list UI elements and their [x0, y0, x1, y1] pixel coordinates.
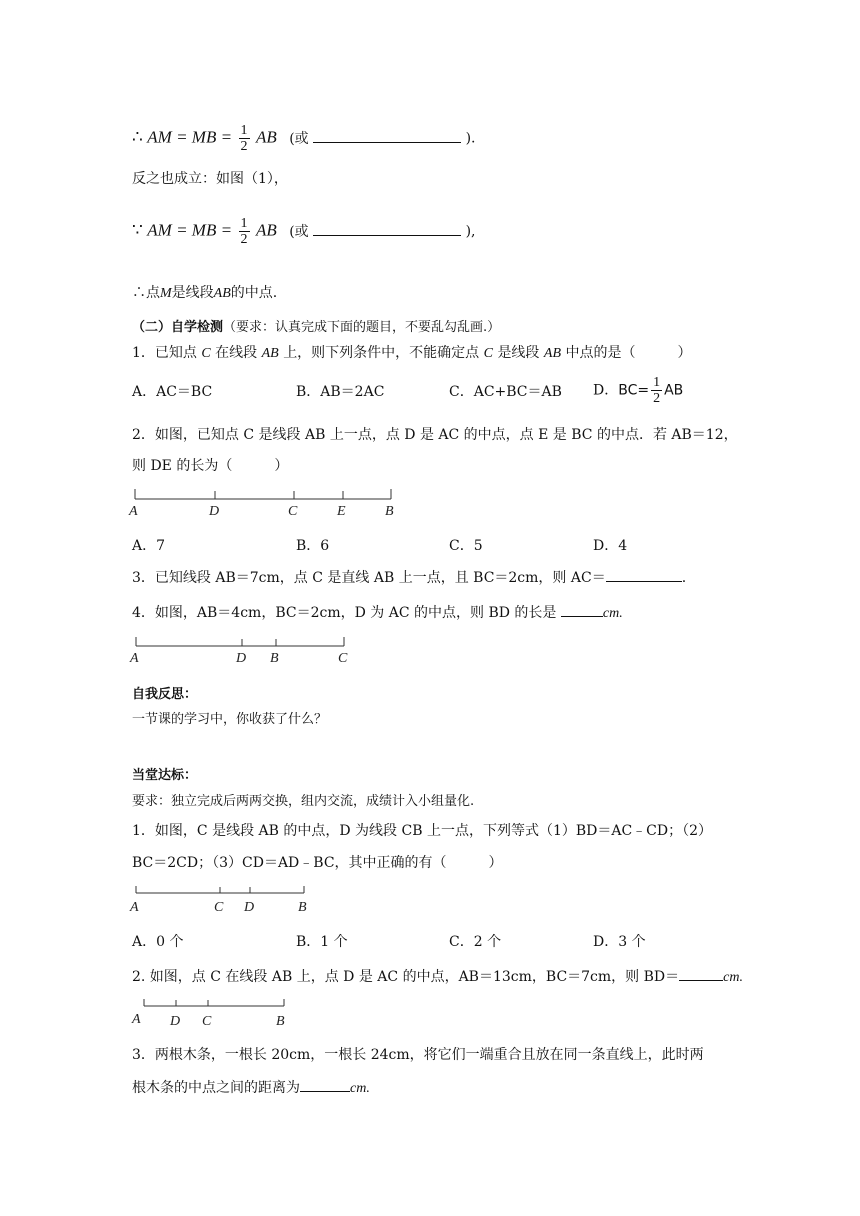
point-label: C	[338, 651, 348, 666]
point-label: C	[202, 1014, 212, 1029]
because-symbol: ∵	[132, 220, 143, 240]
self-check-heading: （二）自学检测（要求：认真完成下面的题目，不要乱勾乱画.）	[132, 320, 501, 335]
p2-line: 2. 如图，点 C 在线段 AB 上，点 D 是 AC 的中点，AB＝13cm，BC＝7cm，则 BD＝ cm.	[132, 966, 743, 986]
p1-segment-diagram	[128, 883, 318, 917]
equation-left: AM = MB =	[147, 220, 233, 240]
point-label: E	[337, 504, 346, 519]
p3-answer-blank[interactable]	[300, 1077, 350, 1092]
q4-answer-blank[interactable]	[561, 602, 603, 617]
p1-stem-line1: 1．如图，C 是线段 AB 的中点，D 为线段 CB 上一点，下列等式（1）BD＝AC﹣CD；（2）	[132, 823, 713, 839]
practice-heading: 当堂达标：	[132, 768, 198, 783]
q2-stem-line1: 2．如图，已知点 C 是线段 AB 上一点，点 D 是 AC 的中点，点 E 是 BC 的中点．若 AB＝12，	[132, 427, 738, 443]
proof-because-line	[132, 216, 476, 247]
point-label: C	[214, 900, 224, 915]
close-paren: ),	[465, 223, 476, 240]
point-label: B	[385, 504, 394, 519]
answer-blank[interactable]	[313, 128, 461, 143]
therefore-symbol: ∴	[132, 127, 143, 147]
p3-stem-line2: 根木条的中点之间的距离为 cm.	[132, 1077, 370, 1097]
reflection-text: 一节课的学习中，你收获了什么？	[132, 712, 328, 727]
or-label: (或	[289, 223, 309, 240]
practice-requirement: 要求：独立完成后两两交换，组内交流，成绩计入小组量化.	[132, 794, 475, 809]
p2-answer-blank[interactable]	[679, 966, 723, 981]
p1-option-a[interactable]: A．0 个	[132, 934, 184, 950]
point-label: B	[298, 900, 307, 915]
equation-right: AB	[255, 220, 277, 240]
point-label: B	[276, 1014, 285, 1029]
proof-therefore-line	[132, 123, 476, 154]
q1-option-c[interactable]: C．AC+BC＝AB	[449, 384, 562, 400]
answer-blank[interactable]	[313, 221, 461, 236]
equation-left: AM = MB =	[147, 127, 233, 147]
q2-option-d[interactable]: D．4	[593, 538, 628, 554]
q2-stem-line2: 则 DE 的长为（ ）	[132, 458, 289, 474]
point-label: D	[236, 651, 247, 666]
q2-option-b[interactable]: B．6	[296, 538, 330, 554]
q4-line: 4．如图，AB＝4cm，BC＝2cm，D 为 AC 的中点，则 BD 的长是 cm.	[132, 602, 623, 622]
point-label: A	[129, 504, 138, 519]
equation-right: AB	[255, 127, 277, 147]
point-label: D	[209, 504, 220, 519]
q2-option-a[interactable]: A．7	[132, 538, 166, 554]
point-label: D	[170, 1014, 181, 1029]
p1-stem-line2: BC＝2CD；（3）CD＝AD﹣BC，其中正确的有（ ）	[132, 855, 503, 871]
fraction-half: $\frac{1}{2}$	[240, 216, 248, 247]
q4-segment-diagram	[128, 634, 358, 668]
q1-stem: 1．已知点 C 在线段 AB 上，则下列条件中，不能确定点 C 是线段 AB 中点的是（ ）	[132, 345, 692, 361]
point-label: D	[244, 900, 255, 915]
converse-text: 反之也成立：如图（1），	[132, 171, 288, 187]
point-label: A	[130, 651, 139, 666]
point-label: A	[130, 900, 139, 915]
q3-line: 3．已知线段 AB＝7cm，点 C 是直线 AB 上一点，且 BC＝2cm，则 AC＝ .	[132, 567, 686, 587]
point-label: B	[270, 651, 279, 666]
p2-segment-diagram	[128, 996, 298, 1030]
p3-stem-line1: 3．两根木条，一根长 20cm，一根长 24cm，将它们一端重合且放在同一条直线上，此时两	[132, 1047, 704, 1063]
point-label: A	[132, 1012, 141, 1027]
p1-option-d[interactable]: D．3 个	[593, 934, 646, 950]
q2-option-c[interactable]: C．5	[449, 538, 483, 554]
fraction-half: $\frac{1}{2}$	[240, 123, 248, 154]
q1-option-b[interactable]: B．AB＝2AC	[296, 384, 385, 400]
p1-option-c[interactable]: C．2 个	[449, 934, 502, 950]
or-label: (或	[289, 130, 309, 147]
q1-option-d[interactable]: D．BC= $\frac{1}{2}$ AB	[593, 375, 684, 406]
q1-option-a[interactable]: A．AC＝BC	[132, 384, 213, 400]
conclusion-line: ∴点M是线段AB的中点.	[132, 285, 278, 301]
reflection-heading: 自我反思：	[132, 687, 198, 702]
q2-segment-diagram	[125, 484, 405, 522]
point-label: C	[288, 504, 298, 519]
p1-option-b[interactable]: B．1 个	[296, 934, 348, 950]
close-paren: ).	[465, 130, 476, 147]
q3-answer-blank[interactable]	[606, 567, 682, 582]
